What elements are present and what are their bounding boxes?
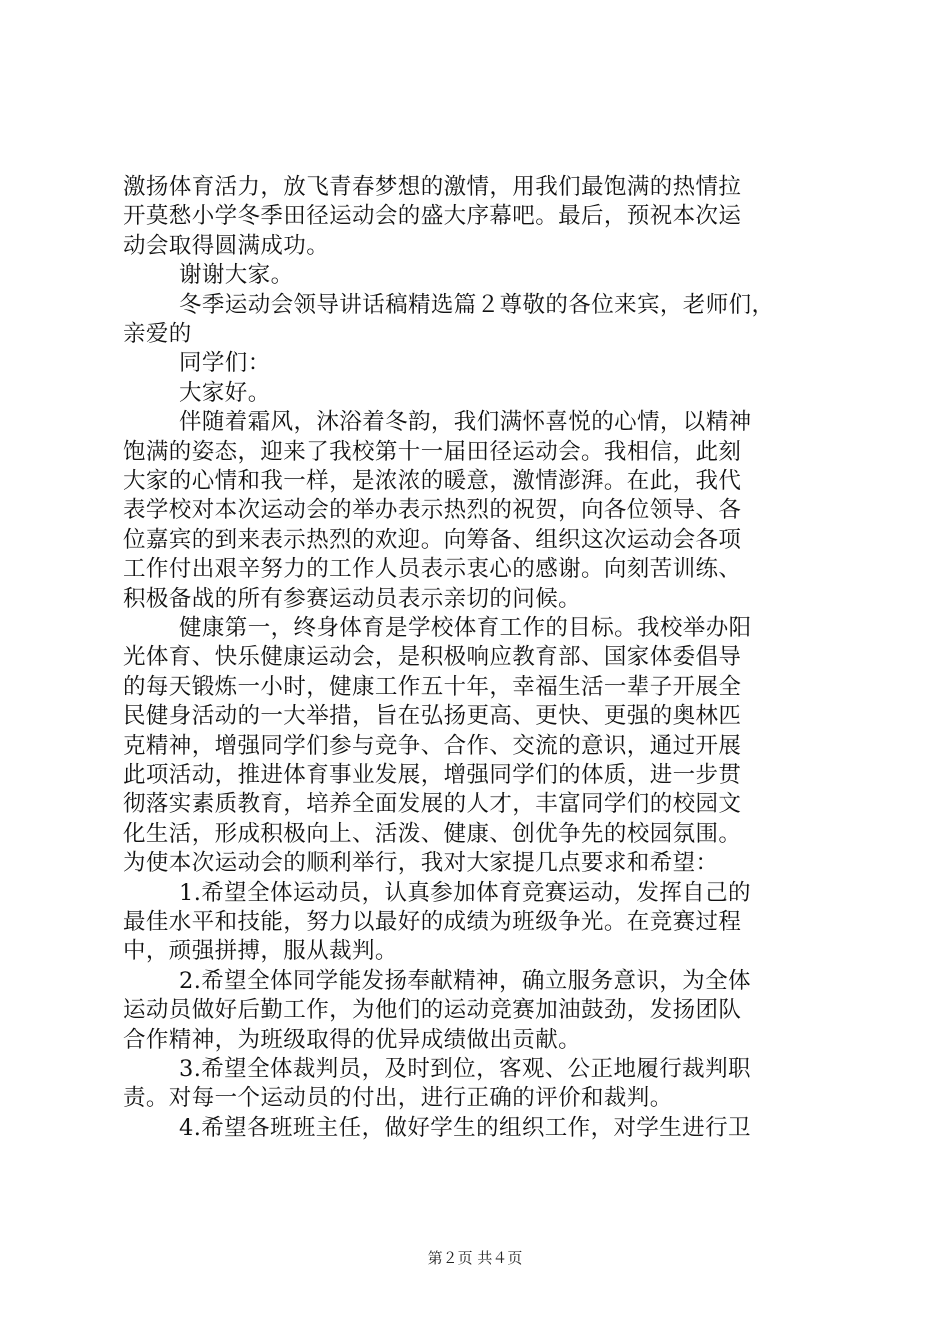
text-line: 3.希望全体裁判员，及时到位，客观、公正地履行裁判职 bbox=[179, 1056, 751, 1082]
text-line: 运动员做好后勤工作，为他们的运动竞赛加油鼓劲，发扬团队 bbox=[123, 997, 742, 1024]
text-line: 的每天锻炼一小时，健康工作五十年，幸福生活一辈子开展全 bbox=[123, 673, 742, 700]
text-line: 表学校对本次运动会的举办表示热烈的祝贺，向各位领导、各 bbox=[123, 497, 742, 524]
text-line: 谢谢大家。 bbox=[179, 262, 294, 289]
text-line: 亲爱的 bbox=[123, 321, 192, 347]
text-line: 此项活动，推进体育事业发展，增强同学们的体质，进一步贯 bbox=[123, 762, 742, 788]
text-line: 工作付出艰辛努力的工作人员表示衷心的感谢。向刻苦训练、 bbox=[123, 556, 742, 583]
text-line: 合作精神，为班级取得的优异成绩做出贡献。 bbox=[123, 1026, 582, 1053]
text-line: 动会取得圆满成功。 bbox=[123, 232, 330, 259]
text-line: 为使本次运动会的顺利举行，我对大家提几点要求和希望： bbox=[123, 850, 719, 877]
text-line: 2.希望全体同学能发扬奉献精神，确立服务意识，为全体 bbox=[179, 967, 751, 994]
text-line: 责。对每一个运动员的付出，进行正确的评价和裁判。 bbox=[123, 1085, 673, 1112]
text-line: 饱满的姿态，迎来了我校第十一届田径运动会。我相信，此刻 bbox=[123, 438, 742, 465]
page-number-footer: 第２页 共４页 bbox=[427, 1249, 523, 1267]
text-line: 化生活，形成积极向上、活泼、健康、创优争先的校园氛围。 bbox=[123, 820, 742, 847]
text-line: 中，顽强拼搏，服从裁判。 bbox=[123, 938, 398, 965]
text-line: 光体育、快乐健康运动会，是积极响应教育部、国家体委倡导 bbox=[123, 644, 742, 671]
text-line: 伴随着霜风，沐浴着冬韵，我们满怀喜悦的心情，以精神 bbox=[179, 409, 752, 436]
text-line: 4.希望各班班主任，做好学生的组织工作，对学生进行卫 bbox=[179, 1114, 751, 1141]
text-line: 大家的心情和我一样，是浓浓的暖意，激情澎湃。在此，我代 bbox=[123, 468, 742, 494]
text-line: 冬季运动会领导讲话稿精选篇２尊敬的各位来宾，老师们， bbox=[179, 291, 775, 318]
text-line: 克精神，增强同学们参与竞争、合作、交流的意识，通过开展 bbox=[123, 732, 742, 759]
text-line: 健康第一，终身体育是学校体育工作的目标。我校举办阳 bbox=[179, 615, 752, 641]
text-line: 最佳水平和技能，努力以最好的成绩为班级争光。在竞赛过程 bbox=[123, 909, 742, 935]
text-line: 激扬体育活力，放飞青春梦想的激情，用我们最饱满的热情拉 bbox=[123, 174, 742, 200]
text-line: 大家好。 bbox=[179, 379, 271, 406]
text-line: 民健身活动的一大举措，旨在弘扬更高、更快、更强的奥林匹 bbox=[123, 703, 742, 730]
text-line: 积极备战的所有参赛运动员表示亲切的问候。 bbox=[123, 585, 582, 612]
text-line: 开莫愁小学冬季田径运动会的盛大序幕吧。最后，预祝本次运 bbox=[123, 203, 742, 230]
text-line: 1.希望全体运动员，认真参加体育竞赛运动，发挥自己的 bbox=[179, 879, 751, 906]
text-line: 位嘉宾的到来表示热烈的欢迎。向筹备、组织这次运动会各项 bbox=[123, 526, 742, 553]
text-line: 同学们： bbox=[179, 350, 271, 377]
text-line: 彻落实素质教育，培养全面发展的人才，丰富同学们的校园文 bbox=[123, 791, 742, 818]
